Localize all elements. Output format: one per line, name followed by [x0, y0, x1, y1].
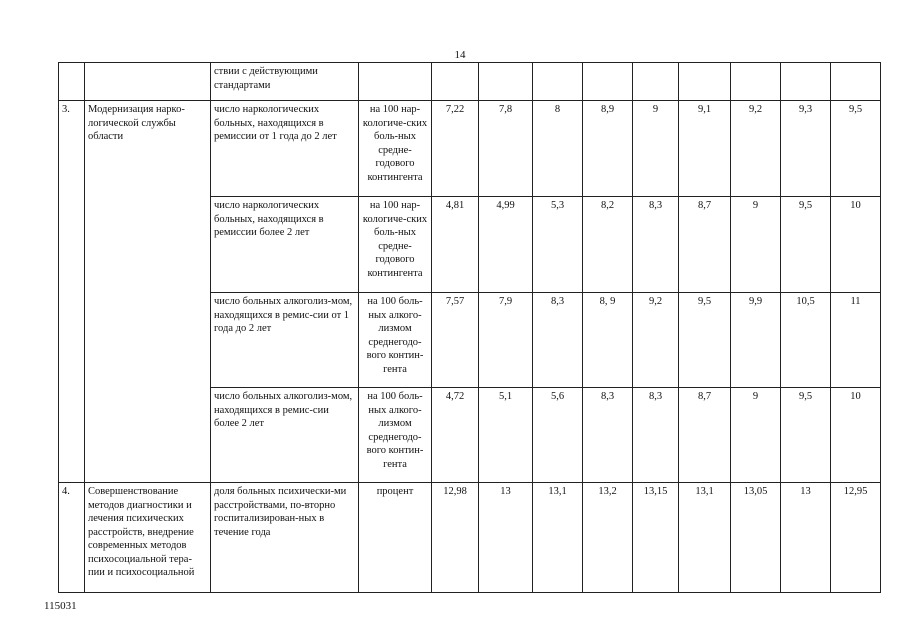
value-cell — [479, 63, 533, 101]
value-cell: 10 — [831, 388, 881, 483]
value-cell: 9,5 — [679, 293, 731, 388]
indicator-cell: доля больных психически-ми расстройствами, по-вторно госпитализирован-ных в течение года — [211, 483, 359, 593]
value-cell — [583, 63, 633, 101]
value-cell: 8,3 — [583, 388, 633, 483]
section-task: Модернизация нарко-логической службы области — [85, 101, 211, 483]
task-cell — [85, 63, 211, 101]
value-cell: 10,5 — [781, 293, 831, 388]
document-code: 115031 — [44, 600, 77, 612]
value-cell: 9,5 — [831, 101, 881, 197]
value-cell: 8,3 — [533, 293, 583, 388]
value-cell: 9,2 — [731, 101, 781, 197]
value-cell: 9,5 — [781, 388, 831, 483]
table-row-continued — [59, 63, 881, 101]
value-cell: 13 — [781, 483, 831, 593]
section-index: 3. — [59, 101, 85, 483]
value-cell: 8,3 — [633, 197, 679, 293]
value-cell: 9 — [633, 101, 679, 197]
indicator-cell: число больных алкоголиз-мом, находящихся в ремис-сии более 2 лет — [211, 388, 359, 483]
value-cell: 12,98 — [432, 483, 479, 593]
value-cell: 9 — [731, 197, 781, 293]
value-cell: 9,1 — [679, 101, 731, 197]
value-cell — [679, 63, 731, 101]
value-cell: 7,9 — [479, 293, 533, 388]
value-cell: 12,95 — [831, 483, 881, 593]
value-cell: 9,3 — [781, 101, 831, 197]
value-cell: 13,1 — [679, 483, 731, 593]
value-cell: 5,3 — [533, 197, 583, 293]
value-cell: 4,72 — [432, 388, 479, 483]
value-cell — [633, 63, 679, 101]
table-row — [59, 483, 881, 593]
value-cell — [731, 63, 781, 101]
value-cell: 7,22 — [432, 101, 479, 197]
value-cell: 9,9 — [731, 293, 781, 388]
value-cell: 7,57 — [432, 293, 479, 388]
unit-cell: на 100 нар-кологиче-ских боль-ных средне-годового контингента — [359, 197, 432, 293]
indicator-cell: число наркологических больных, находящихся в ремиссии от 1 года до 2 лет — [211, 101, 359, 197]
value-cell: 5,6 — [533, 388, 583, 483]
indicator-table — [58, 62, 881, 593]
value-cell: 4,81 — [432, 197, 479, 293]
value-cell — [781, 63, 831, 101]
value-cell: 10 — [831, 197, 881, 293]
value-cell: 13,1 — [533, 483, 583, 593]
value-cell: 13 — [479, 483, 533, 593]
table-row — [59, 101, 881, 197]
value-cell: 5,1 — [479, 388, 533, 483]
unit-cell — [359, 63, 432, 101]
value-cell: 8,9 — [583, 101, 633, 197]
value-cell: 7,8 — [479, 101, 533, 197]
section-task: Совершенствование методов диагностики и лечения психических расстройств, внедрение современных методов психосоциальной тера-пии и психосоциальной — [85, 483, 211, 593]
unit-cell: на 100 боль-ных алкого-лизмом среднегодо-вого контин-гента — [359, 388, 432, 483]
value-cell: 13,2 — [583, 483, 633, 593]
indicator-cell: число больных алкоголиз-мом, находящихся в ремис-сии от 1 года до 2 лет — [211, 293, 359, 388]
value-cell: 8,7 — [679, 388, 731, 483]
value-cell — [432, 63, 479, 101]
indicator-cell: число наркологических больных, находящихся в ремиссии более 2 лет — [211, 197, 359, 293]
page-number: 14 — [454, 49, 466, 61]
value-cell: 8,3 — [633, 388, 679, 483]
value-cell: 9,5 — [781, 197, 831, 293]
unit-cell: процент — [359, 483, 432, 593]
value-cell — [831, 63, 881, 101]
value-cell: 13,05 — [731, 483, 781, 593]
value-cell: 8,2 — [583, 197, 633, 293]
unit-cell: на 100 нар-кологиче-ских боль-ных средне-годового контингента — [359, 101, 432, 197]
value-cell — [533, 63, 583, 101]
value-cell: 9,2 — [633, 293, 679, 388]
value-cell: 9 — [731, 388, 781, 483]
index-cell — [59, 63, 85, 101]
value-cell: 11 — [831, 293, 881, 388]
indicator-cell: ствии с действующими стандартами — [211, 63, 359, 101]
value-cell: 8, 9 — [583, 293, 633, 388]
value-cell: 8 — [533, 101, 583, 197]
section-index: 4. — [59, 483, 85, 593]
value-cell: 4,99 — [479, 197, 533, 293]
unit-cell: на 100 боль-ных алкого-лизмом среднегодо-вого контин-гента — [359, 293, 432, 388]
value-cell: 8,7 — [679, 197, 731, 293]
value-cell: 13,15 — [633, 483, 679, 593]
